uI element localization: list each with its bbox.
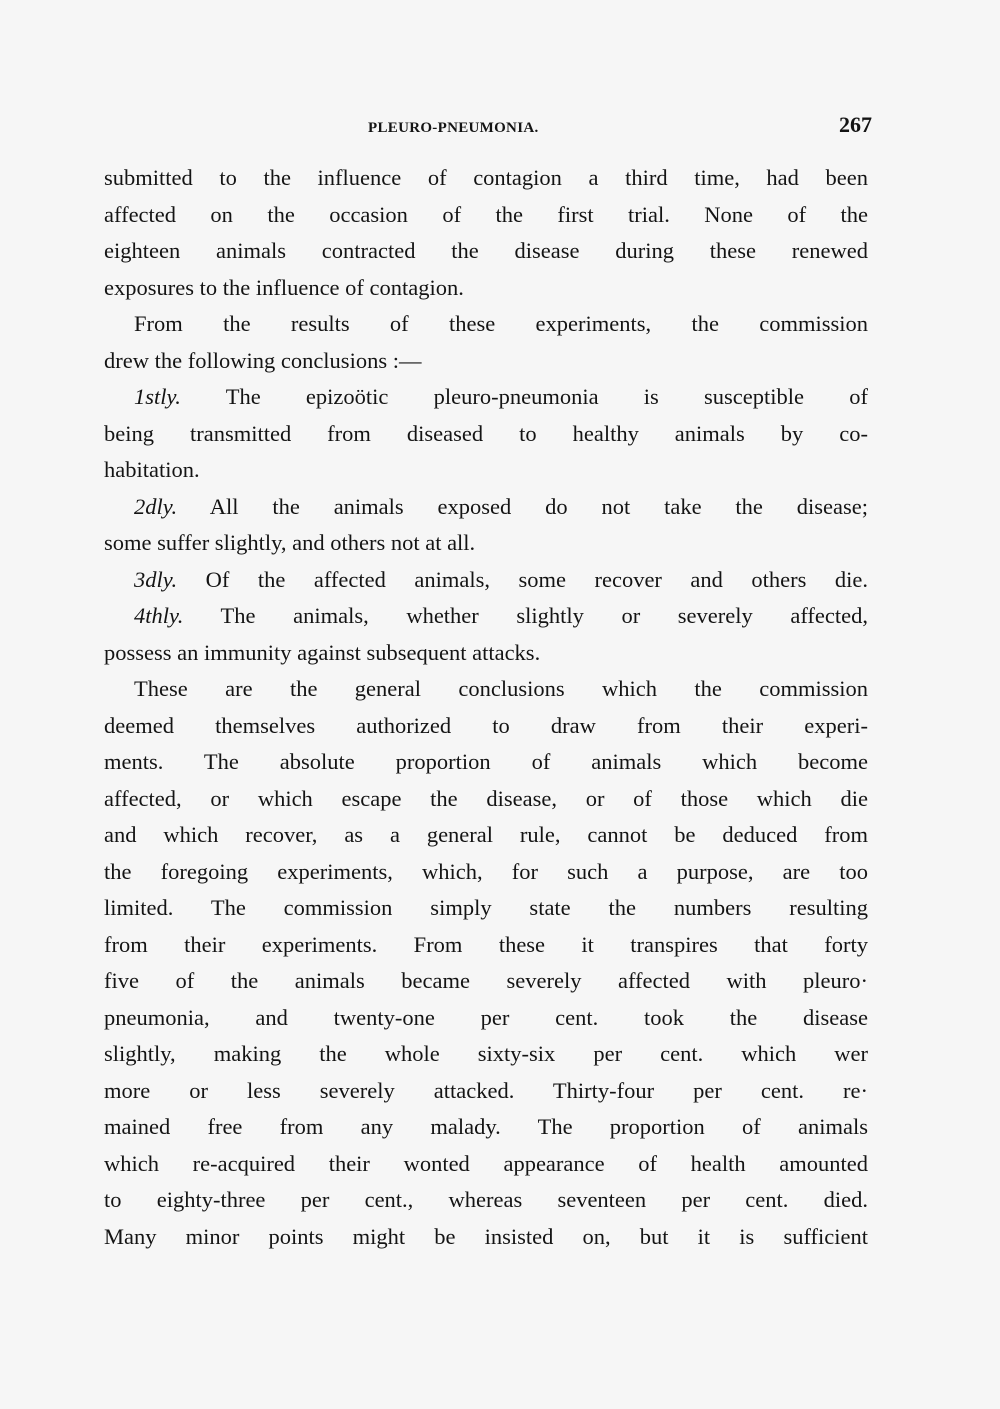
enumeration-marker: 3dly. <box>134 566 178 592</box>
text-line: five of the animals became severely affected with pleuro· <box>104 968 868 993</box>
text-line <box>104 489 868 526</box>
page-number: 267 <box>839 112 872 137</box>
text-line: habitation. <box>104 457 200 482</box>
text-fragment: All the animals exposed do not take the disease; <box>177 493 868 519</box>
text-line: affected, or which escape the disease, or of those which die <box>104 785 868 811</box>
text-line: the foregoing experiments, which, for such a purpose, are too <box>104 858 868 884</box>
text-line: limited. The commission simply state the numbers resulting <box>104 895 868 920</box>
text-line: to eighty-three per cent., whereas seventeen per cent. died. <box>104 1187 868 1212</box>
text-line: ments. The absolute proportion of animals which become <box>104 749 868 774</box>
text-line: from their experiments. From these it transpires that forty <box>104 931 868 957</box>
paragraph-conclusions-intro <box>104 306 868 379</box>
text-line: exposures to the influence of contagion. <box>104 274 464 300</box>
text-fragment: The animals, whether slightly or severely affected, <box>183 603 868 628</box>
text-line <box>104 598 868 635</box>
paragraph-general-conclusions <box>104 671 868 1255</box>
text-fragment: Of the affected animals, some recover and others die. <box>177 566 868 592</box>
text-line <box>104 562 868 599</box>
text-line: eighteen animals contracted the disease during these renewed <box>104 238 868 263</box>
text-fragment: The epizoötic pleuro-pneumonia is susceptible of <box>180 384 868 409</box>
text-line: pneumonia, and twenty-one per cent. took the disease <box>104 1004 868 1030</box>
text-line: mained free from any malady. The proportion of animals <box>104 1114 868 1139</box>
text-line: drew the following conclusions :— <box>104 347 422 373</box>
running-head <box>104 112 872 140</box>
text-line: being transmitted from diseased to healthy animals by co- <box>104 420 868 446</box>
paragraph-continuation <box>104 160 868 306</box>
enumeration-marker: 4thly. <box>134 603 184 628</box>
paragraph-conclusion-1 <box>104 379 868 489</box>
text-line: These are the general conclusions which the commission <box>134 676 868 701</box>
paragraph-conclusion-3 <box>104 562 868 599</box>
enumeration-marker: 1stly. <box>134 384 181 409</box>
body-text <box>104 160 868 1255</box>
text-line: Many minor points might be insisted on, but it is sufficient <box>104 1223 868 1249</box>
text-line <box>104 379 868 416</box>
text-line: From the results of these experiments, the commission <box>134 311 868 336</box>
text-line: slightly, making the whole sixty-six per cent. which wer <box>104 1041 868 1066</box>
running-title: PLEURO-PNEUMONIA. <box>368 120 539 136</box>
text-line: possess an immunity against subsequent attacks. <box>104 639 541 665</box>
text-line: some suffer slightly, and others not at all. <box>104 530 476 555</box>
text-line: submitted to the influence of contagion a third time, had been <box>104 165 868 190</box>
enumeration-marker: 2dly. <box>134 493 178 519</box>
text-line: and which recover, as a general rule, cannot be deduced from <box>104 822 868 847</box>
text-line: affected on the occasion of the first trial. None of the <box>104 201 868 227</box>
paragraph-conclusion-2 <box>104 489 868 562</box>
text-line: more or less severely attacked. Thirty-four per cent. re· <box>104 1077 868 1103</box>
text-line: which re-acquired their wonted appearance of health amounted <box>104 1150 868 1176</box>
paragraph-conclusion-4 <box>104 598 868 671</box>
text-line: deemed themselves authorized to draw from their experi- <box>104 712 868 738</box>
